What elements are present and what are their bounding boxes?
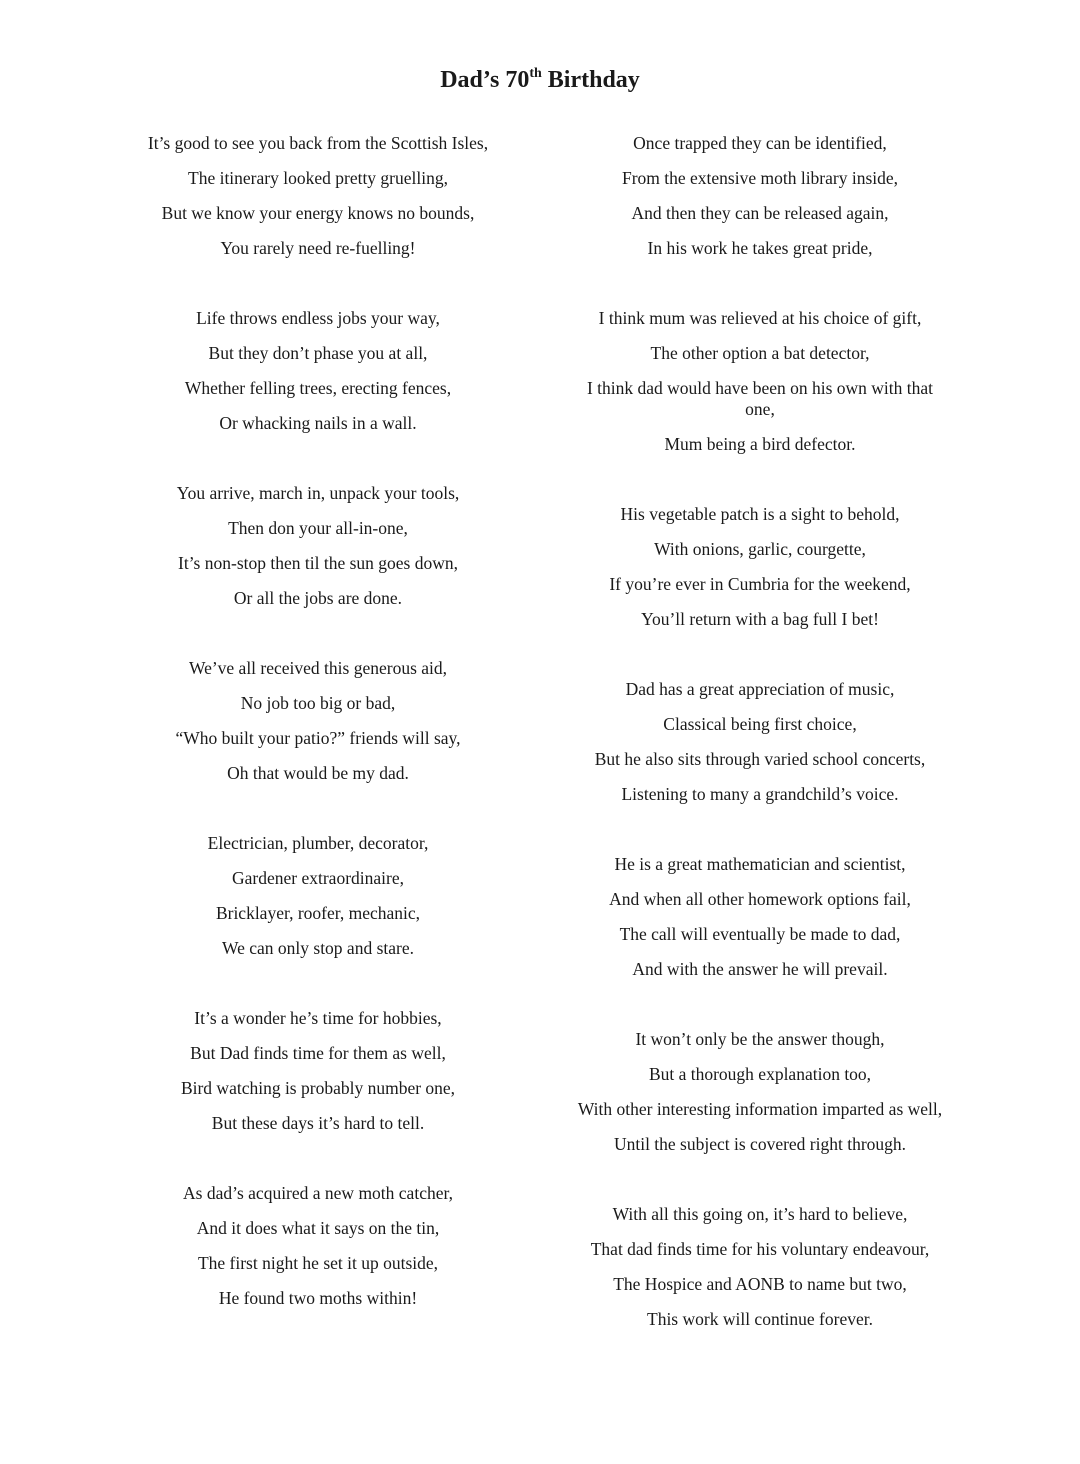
poem-line: And when all other homework options fail, [609,889,911,909]
poem-line: But a thorough explanation too, [648,1064,872,1084]
stanza [118,301,518,441]
poem-line: With onions, garlic, courgette, [654,539,866,559]
title-superscript: th [529,66,542,81]
poem-line: Bird watching is probably number one, [180,1078,456,1098]
poem-line: But Dad finds time for them as well, [190,1043,446,1063]
stanza [118,476,518,616]
stanza [570,301,950,462]
poem-line: Bricklayer, roofer, mechanic, [215,903,421,923]
stanza [570,672,950,812]
poem-line: It’s non-stop then til the sun goes down, [178,553,458,573]
poem-line: He found two moths within! [218,1288,418,1308]
poem-line: The call will eventually be made to dad, [619,924,901,944]
poem-line: The first night he set it up outside, [197,1253,439,1273]
poem-line: And it does what it says on the tin, [196,1218,440,1238]
poem-line: Whether felling trees, erecting fences, [184,378,452,398]
stanza [118,1176,518,1316]
poem-line: But they don’t phase you at all, [208,343,428,363]
poem-line: Oh that would be my dad. [227,763,409,783]
poem-line: With other interesting information imparted as well, [577,1099,943,1119]
stanza [118,826,518,966]
stanza [570,1022,950,1162]
poem-line: Mum being a bird defector. [664,434,856,454]
poem-line: I think dad would have been on his own with that one, [586,378,934,419]
poem-line: If you’re ever in Cumbria for the weekend, [609,574,911,594]
poem-line: You rarely need re-fuelling! [220,238,416,258]
poem-line: Until the subject is covered right through. [613,1134,907,1154]
poem-line: The Hospice and AONB to name but two, [613,1274,907,1294]
poem-line: And with the answer he will prevail. [632,959,888,979]
poem-line: With all this going on, it’s hard to believe, [612,1204,908,1224]
poem-line: The other option a bat detector, [650,343,870,363]
poem-line: He is a great mathematician and scientist, [614,854,906,874]
stanza [570,497,950,637]
poem-line: It’s good to see you back from the Scottish Isles, [147,133,489,153]
poem-line: From the extensive moth library inside, [621,168,899,188]
poem-line: I think mum was relieved at his choice of gift, [598,308,922,328]
poem-line: We’ve all received this generous aid, [188,658,448,678]
poem-line: Listening to many a grandchild’s voice. [621,784,899,804]
left-column [118,126,518,1351]
poem-line: His vegetable patch is a sight to behold, [620,504,900,524]
stanza [570,1197,950,1337]
poem-line: Electrician, plumber, decorator, [207,833,429,853]
poem-line: Once trapped they can be identified, [633,133,887,153]
stanza [570,126,950,266]
stanza [570,847,950,987]
poem-line: Or all the jobs are done. [233,588,403,608]
stanza [118,126,518,266]
poem-line: In his work he takes great pride, [647,238,873,258]
stanza [118,651,518,791]
poem-line: And then they can be released again, [631,203,889,223]
poem-line: Gardener extraordinaire, [232,868,404,888]
poem-line: No job too big or bad, [240,693,396,713]
stanza [118,1001,518,1141]
poem-line: Dad has a great appreciation of music, [625,679,895,699]
poem-line: It won’t only be the answer though, [635,1029,885,1049]
poem-line: But we know your energy knows no bounds, [161,203,475,223]
poem-line: This work will continue forever. [647,1309,873,1329]
poem-line: You arrive, march in, unpack your tools, [176,483,460,503]
poem-line: Life throws endless jobs your way, [196,308,440,328]
right-column [570,126,950,1372]
poem-line: But these days it’s hard to tell. [211,1113,425,1133]
poem-line: As dad’s acquired a new moth catcher, [183,1183,453,1203]
title-suffix: Birthday [541,67,640,93]
poem-line: The itinerary looked pretty gruelling, [188,168,448,188]
poem-line: You’ll return with a bag full I bet! [641,609,879,629]
poem-line: “Who built your patio?” friends will say, [175,728,461,748]
poem-line: We can only stop and stare. [221,938,414,958]
poem-line: Then don your all-in-one, [228,518,408,538]
title-prefix: Dad’s 70 [440,67,530,93]
poem-line: But he also sits through varied school concerts, [594,749,926,769]
poem-line: Classical being first choice, [663,714,857,734]
page-title [0,64,1080,96]
poem-line: That dad finds time for his voluntary endeavour, [590,1239,930,1259]
poem-line: It’s a wonder he’s time for hobbies, [194,1008,442,1028]
poem-line: Or whacking nails in a wall. [219,413,417,433]
